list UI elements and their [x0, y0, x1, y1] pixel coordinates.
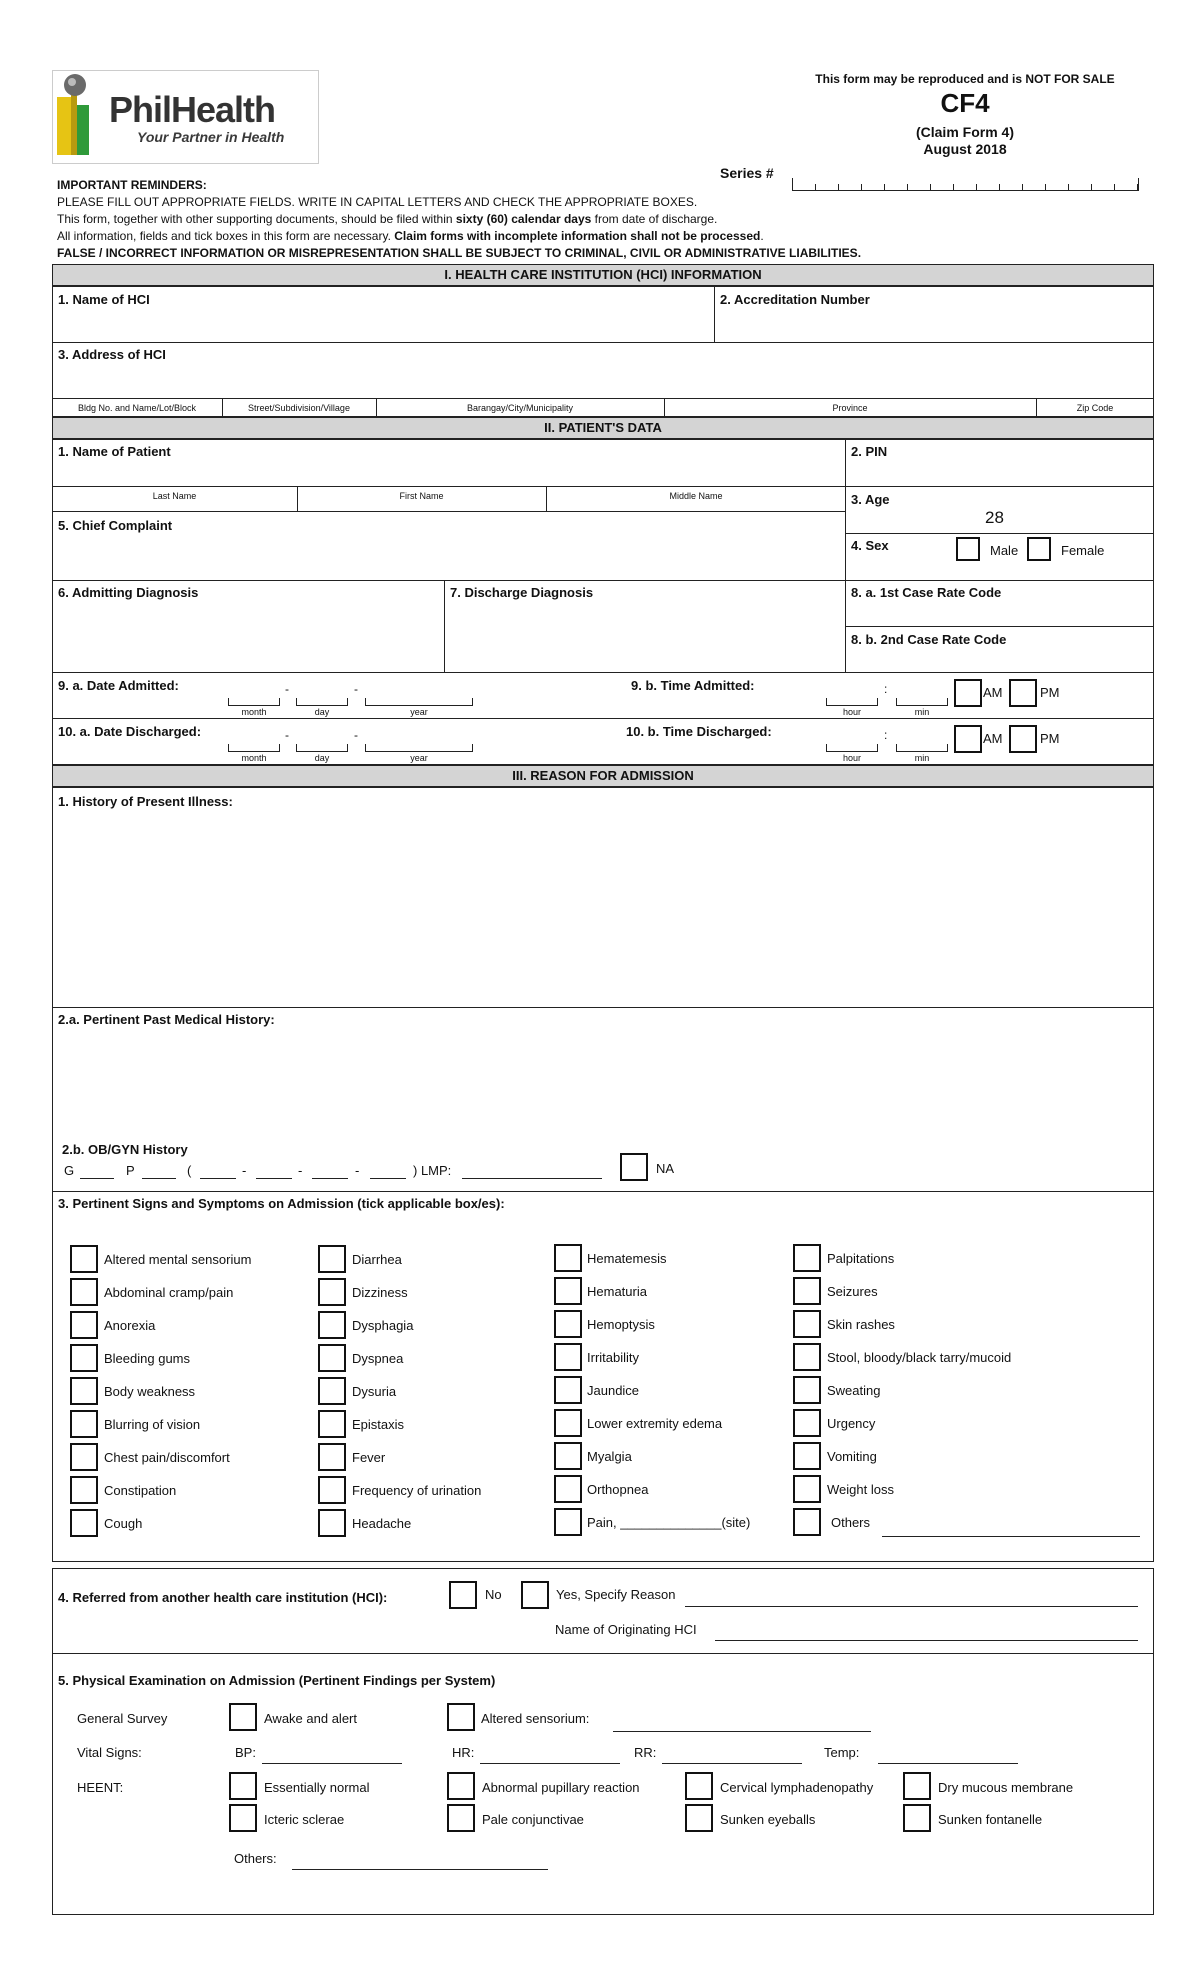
dash: -	[355, 1163, 360, 1178]
sign-label: Stool, bloody/black tarry/mucoid	[827, 1350, 1012, 1365]
form-code: CF4	[940, 88, 990, 118]
month-label: month	[241, 707, 267, 717]
sign-label: Blurring of vision	[104, 1417, 201, 1432]
sign-checkbox[interactable]	[793, 1376, 821, 1404]
heent-label-item: Sunken eyeballs	[720, 1812, 816, 1827]
sign-checkbox[interactable]	[793, 1475, 821, 1503]
sign-label: Dyspnea	[352, 1351, 404, 1366]
heent-label-item: Abnormal pupillary reaction	[482, 1780, 640, 1795]
lmp-field[interactable]	[462, 1178, 602, 1179]
obgyn-p-label: P	[126, 1163, 135, 1178]
signs-symptoms-section	[52, 1191, 1154, 1562]
sign-label: Body weakness	[104, 1384, 196, 1399]
sign-checkbox[interactable]	[70, 1377, 98, 1405]
philhealth-logo	[52, 70, 319, 164]
altered-sensorium-label: Altered sensorium:	[481, 1711, 590, 1726]
others-label: Others:	[234, 1851, 277, 1866]
case-rate2-label: 8. b. 2nd Case Rate Code	[851, 632, 1007, 647]
sign-label: Myalgia	[587, 1449, 632, 1464]
sign-checkbox[interactable]	[318, 1377, 346, 1405]
rr-label: RR:	[634, 1745, 657, 1760]
sign-checkbox[interactable]	[554, 1310, 582, 1338]
form-name: (Claim Form 4)	[915, 124, 1014, 140]
sign-label: Headache	[352, 1516, 412, 1531]
dash: -	[285, 728, 289, 742]
sign-label: Chest pain/discomfort	[104, 1450, 230, 1465]
dash: -	[298, 1163, 303, 1178]
altered-sensorium-checkbox[interactable]	[447, 1703, 475, 1731]
sign-checkbox[interactable]	[70, 1410, 98, 1438]
originating-hci-label: Name of Originating HCI	[555, 1622, 697, 1637]
sign-checkbox[interactable]	[70, 1509, 98, 1537]
sign-checkbox[interactable]	[70, 1278, 98, 1306]
hour-label: hour	[842, 753, 861, 763]
awake-alert-label: Awake and alert	[264, 1711, 357, 1726]
sign-checkbox[interactable]	[318, 1410, 346, 1438]
referred-no-checkbox[interactable]	[449, 1581, 477, 1609]
section2-header: II. PATIENT'S DATA	[52, 417, 1154, 439]
bp-field[interactable]	[262, 1763, 402, 1764]
sign-label: Vomiting	[827, 1449, 877, 1464]
discharged-am-checkbox[interactable]	[954, 725, 982, 753]
sign-checkbox[interactable]	[793, 1277, 821, 1305]
obgyn-g-label: G	[64, 1163, 75, 1178]
sign-checkbox[interactable]	[70, 1443, 98, 1471]
admitted-day-field[interactable]	[296, 698, 348, 706]
sex-female-checkbox[interactable]	[1027, 537, 1051, 561]
heent-label-item: Dry mucous membrane	[938, 1780, 1074, 1795]
discharged-pm-checkbox[interactable]	[1009, 725, 1037, 753]
sign-checkbox[interactable]	[318, 1509, 346, 1537]
heent-checkbox[interactable]	[447, 1772, 475, 1800]
hr-field[interactable]	[480, 1763, 620, 1764]
na-label: NA	[656, 1161, 675, 1176]
sign-label: Hemoptysis	[587, 1317, 655, 1332]
month-label: month	[241, 753, 267, 763]
series-label: Series #	[720, 165, 774, 181]
hci-address-field[interactable]	[52, 342, 1154, 399]
heent-checkbox[interactable]	[447, 1804, 475, 1832]
obgyn-lmp-label: ) LMP:	[413, 1163, 452, 1178]
sign-checkbox[interactable]	[554, 1343, 582, 1371]
temp-field[interactable]	[878, 1763, 1018, 1764]
admitted-year-field[interactable]	[365, 698, 473, 706]
pin-label: 2. PIN	[851, 444, 888, 459]
heent-checkbox[interactable]	[685, 1804, 713, 1832]
sign-checkbox[interactable]	[554, 1277, 582, 1305]
sign-label: Sweating	[827, 1383, 881, 1398]
date-discharged-label: 10. a. Date Discharged:	[58, 724, 202, 739]
referred-yes-label: Yes, Specify Reason	[556, 1587, 676, 1602]
heent-checkbox[interactable]	[229, 1772, 257, 1800]
sex-label: 4. Sex	[851, 538, 889, 553]
date-admitted-label: 9. a. Date Admitted:	[58, 678, 179, 693]
sign-checkbox[interactable]	[554, 1508, 582, 1536]
sex-female-label: Female	[1061, 543, 1105, 558]
sign-checkbox[interactable]	[793, 1310, 821, 1338]
sign-label: Irritability	[587, 1350, 640, 1365]
reminders-title: IMPORTANT REMINDERS:	[57, 178, 207, 192]
discharge-diagnosis-label: 7. Discharge Diagnosis	[450, 585, 594, 600]
form-date: August 2018	[923, 141, 1007, 157]
day-label: day	[314, 707, 330, 717]
sign-checkbox[interactable]	[318, 1311, 346, 1339]
heent-checkbox[interactable]	[229, 1804, 257, 1832]
section1-header: I. HEALTH CARE INSTITUTION (HCI) INFORMATION	[52, 264, 1154, 286]
referred-label: 4. Referred from another health care institution (HCI):	[58, 1590, 388, 1605]
colon: :	[884, 682, 888, 696]
sign-label: Hematemesis	[587, 1251, 667, 1266]
obgyn-open-paren: (	[187, 1163, 192, 1178]
sign-label: Jaundice	[587, 1383, 640, 1398]
sign-label: Others	[831, 1515, 871, 1530]
bp-label: BP:	[235, 1745, 256, 1760]
am-label: AM	[983, 685, 1003, 700]
obgyn-t-field[interactable]	[200, 1178, 236, 1179]
discharged-month-field[interactable]	[228, 744, 280, 752]
sign-checkbox[interactable]	[554, 1244, 582, 1272]
sign-checkbox[interactable]	[318, 1476, 346, 1504]
logo-text: PhilHealth	[109, 89, 276, 130]
sign-label: Fever	[352, 1450, 386, 1465]
age-label: 3. Age	[851, 492, 890, 507]
reminders-line1: PLEASE FILL OUT APPROPRIATE FIELDS. WRITE IN CAPITAL LETTERS AND CHECK THE APPROPRIATE BOXES.	[57, 195, 698, 209]
discharged-hour-field[interactable]	[826, 744, 878, 752]
address-part-bldg: Bldg No. and Name/Lot/Block	[77, 403, 197, 413]
am-label: AM	[983, 731, 1003, 746]
heent-checkbox[interactable]	[903, 1772, 931, 1800]
hpi-field[interactable]	[52, 787, 1154, 1008]
na-checkbox[interactable]	[620, 1153, 648, 1181]
discharged-day-field[interactable]	[296, 744, 348, 752]
referred-section	[52, 1568, 1154, 1654]
sign-label: Lower extremity edema	[587, 1416, 723, 1431]
sign-checkbox[interactable]	[793, 1244, 821, 1272]
sign-checkbox[interactable]	[554, 1376, 582, 1404]
heent-checkbox[interactable]	[903, 1804, 931, 1832]
admitted-hour-field[interactable]	[826, 698, 878, 706]
dash: -	[285, 682, 289, 696]
sign-label: Abdominal cramp/pain	[104, 1285, 234, 1300]
patient-name-label: 1. Name of Patient	[58, 444, 171, 459]
sign-label: Anorexia	[104, 1318, 156, 1333]
pmh-label: 2.a. Pertinent Past Medical History:	[58, 1012, 275, 1027]
hour-label: hour	[842, 707, 861, 717]
sign-checkbox[interactable]	[554, 1442, 582, 1470]
series-number-field[interactable]	[792, 178, 1139, 191]
sign-label: Cough	[104, 1516, 143, 1531]
reproduce-note: This form may be reproduced and is NOT FOR SALE	[815, 72, 1115, 86]
pin-field[interactable]	[845, 439, 1154, 487]
pm-label: PM	[1040, 731, 1060, 746]
reminders-line3: All information, fields and tick boxes in this form are necessary. Claim forms with incomplete information shall not be processed.	[57, 229, 764, 243]
time-discharged-label: 10. b. Time Discharged:	[626, 724, 772, 739]
section3-header: III. REASON FOR ADMISSION	[52, 765, 1154, 787]
sign-label: Hematuria	[587, 1284, 647, 1299]
heent-label: HEENT:	[77, 1780, 124, 1795]
time-admitted-label: 9. b. Time Admitted:	[631, 678, 755, 693]
obgyn-g-field[interactable]	[80, 1178, 114, 1179]
general-survey-label: General Survey	[77, 1711, 168, 1726]
sign-checkbox[interactable]	[70, 1245, 98, 1273]
sign-label: Pain, ______________(site)	[587, 1515, 751, 1530]
chief-complaint-label: 5. Chief Complaint	[58, 518, 173, 533]
sign-label: Altered mental sensorium	[104, 1252, 252, 1267]
others-field[interactable]	[292, 1869, 548, 1870]
sign-checkbox[interactable]	[70, 1311, 98, 1339]
referred-no-label: No	[485, 1587, 502, 1602]
name-part-last: Last Name	[152, 491, 197, 501]
heent-label-item: Pale conjunctivae	[482, 1812, 584, 1827]
dash: -	[242, 1163, 247, 1178]
heent-label-item: Sunken fontanelle	[938, 1812, 1043, 1827]
heent-label-item: Icteric sclerae	[264, 1812, 345, 1827]
name-part-middle: Middle Name	[669, 491, 723, 501]
sign-checkbox[interactable]	[793, 1343, 821, 1371]
min-label: min	[914, 707, 930, 717]
pm-label: PM	[1040, 685, 1060, 700]
obgyn-l-field[interactable]	[370, 1178, 406, 1179]
sign-label: Diarrhea	[352, 1252, 402, 1267]
discharged-year-field[interactable]	[365, 744, 473, 752]
obgyn-p2-field[interactable]	[256, 1178, 292, 1179]
case-rate1-label: 8. a. 1st Case Rate Code	[851, 585, 1002, 600]
sign-label: Palpitations	[827, 1251, 895, 1266]
obgyn-label: 2.b. OB/GYN History	[62, 1142, 188, 1157]
hr-label: HR:	[452, 1745, 475, 1760]
sign-label: Dysuria	[352, 1384, 397, 1399]
dash: -	[354, 682, 358, 696]
logo-tagline: Your Partner in Health	[137, 129, 285, 145]
admitted-month-field[interactable]	[228, 698, 280, 706]
address-part-barangay: Barangay/City/Municipality	[466, 403, 574, 413]
referred-reason-field[interactable]	[685, 1606, 1138, 1607]
sign-label: Constipation	[104, 1483, 177, 1498]
sign-label: Orthopnea	[587, 1482, 649, 1497]
sign-checkbox[interactable]	[318, 1443, 346, 1471]
dash: -	[354, 728, 358, 742]
sign-checkbox[interactable]	[70, 1476, 98, 1504]
admitting-diagnosis-label: 6. Admitting Diagnosis	[58, 585, 199, 600]
year-label: year	[410, 707, 428, 717]
sign-label: Bleeding gums	[104, 1351, 190, 1366]
obgyn-p-field[interactable]	[142, 1178, 176, 1179]
admitted-am-checkbox[interactable]	[954, 679, 982, 707]
admitted-min-field[interactable]	[896, 698, 948, 706]
sign-checkbox[interactable]	[554, 1409, 582, 1437]
sign-label: Skin rashes	[827, 1317, 895, 1332]
vital-signs-label: Vital Signs:	[77, 1745, 142, 1760]
sign-label: Epistaxis	[352, 1417, 405, 1432]
sign-label: Dysphagia	[352, 1318, 414, 1333]
philhealth-logo-icon	[53, 71, 113, 163]
address-part-province: Province	[832, 403, 868, 413]
sex-male-checkbox[interactable]	[956, 537, 980, 561]
reminders-line2: This form, together with other supporting documents, should be filed within sixty (60) calendar days from date of discharge.	[57, 212, 718, 226]
others-sign-field[interactable]	[882, 1536, 1140, 1537]
sign-checkbox[interactable]	[318, 1344, 346, 1372]
pe-label: 5. Physical Examination on Admission (Pertinent Findings per System)	[58, 1673, 496, 1688]
sign-label: Weight loss	[827, 1482, 894, 1497]
sign-checkbox[interactable]	[793, 1442, 821, 1470]
sign-checkbox[interactable]	[793, 1508, 821, 1536]
year-label: year	[410, 753, 428, 763]
sign-label: Dizziness	[352, 1285, 408, 1300]
originating-hci-field[interactable]	[715, 1640, 1138, 1641]
reminders-line4: FALSE / INCORRECT INFORMATION OR MISREPRESENTATION SHALL BE SUBJECT TO CRIMINAL, CIVIL OR ADMINISTRATIVE LIABILITIES.	[57, 246, 862, 260]
hci-name-label: 1. Name of HCI	[58, 292, 150, 307]
address-part-street: Street/Subdivision/Village	[248, 403, 350, 413]
accreditation-label: 2. Accreditation Number	[720, 292, 870, 307]
day-label: day	[314, 753, 330, 763]
colon: :	[884, 728, 888, 742]
heent-label-item: Cervical lymphadenopathy	[720, 1780, 874, 1795]
signs-label: 3. Pertinent Signs and Symptoms on Admission (tick applicable box/es):	[58, 1196, 505, 1211]
heent-label-item: Essentially normal	[264, 1780, 370, 1795]
hpi-label: 1. History of Present Illness:	[58, 794, 233, 809]
address-part-zip: Zip Code	[1076, 403, 1114, 413]
sign-checkbox[interactable]	[318, 1245, 346, 1273]
temp-label: Temp:	[824, 1745, 860, 1760]
sign-checkbox[interactable]	[318, 1278, 346, 1306]
sign-checkbox[interactable]	[70, 1344, 98, 1372]
awake-alert-checkbox[interactable]	[229, 1703, 257, 1731]
pmh-field[interactable]	[52, 1007, 1154, 1192]
altered-sensorium-field[interactable]	[613, 1731, 871, 1732]
discharged-min-field[interactable]	[896, 744, 948, 752]
sign-label: Urgency	[827, 1416, 876, 1431]
sign-label: Frequency of urination	[352, 1483, 482, 1498]
sex-male-label: Male	[990, 543, 1019, 558]
rr-field[interactable]	[662, 1763, 802, 1764]
sign-checkbox[interactable]	[554, 1475, 582, 1503]
sign-checkbox[interactable]	[793, 1409, 821, 1437]
min-label: min	[914, 753, 930, 763]
name-part-first: First Name	[399, 491, 444, 501]
hci-name-field[interactable]	[52, 286, 715, 343]
hci-address-label: 3. Address of HCI	[58, 347, 166, 362]
sign-label: Seizures	[827, 1284, 878, 1299]
referred-yes-checkbox[interactable]	[521, 1581, 549, 1609]
obgyn-a-field[interactable]	[312, 1178, 348, 1179]
patient-name-field[interactable]	[52, 439, 846, 487]
admitted-pm-checkbox[interactable]	[1009, 679, 1037, 707]
heent-checkbox[interactable]	[685, 1772, 713, 1800]
age-value: 28	[985, 508, 1004, 527]
